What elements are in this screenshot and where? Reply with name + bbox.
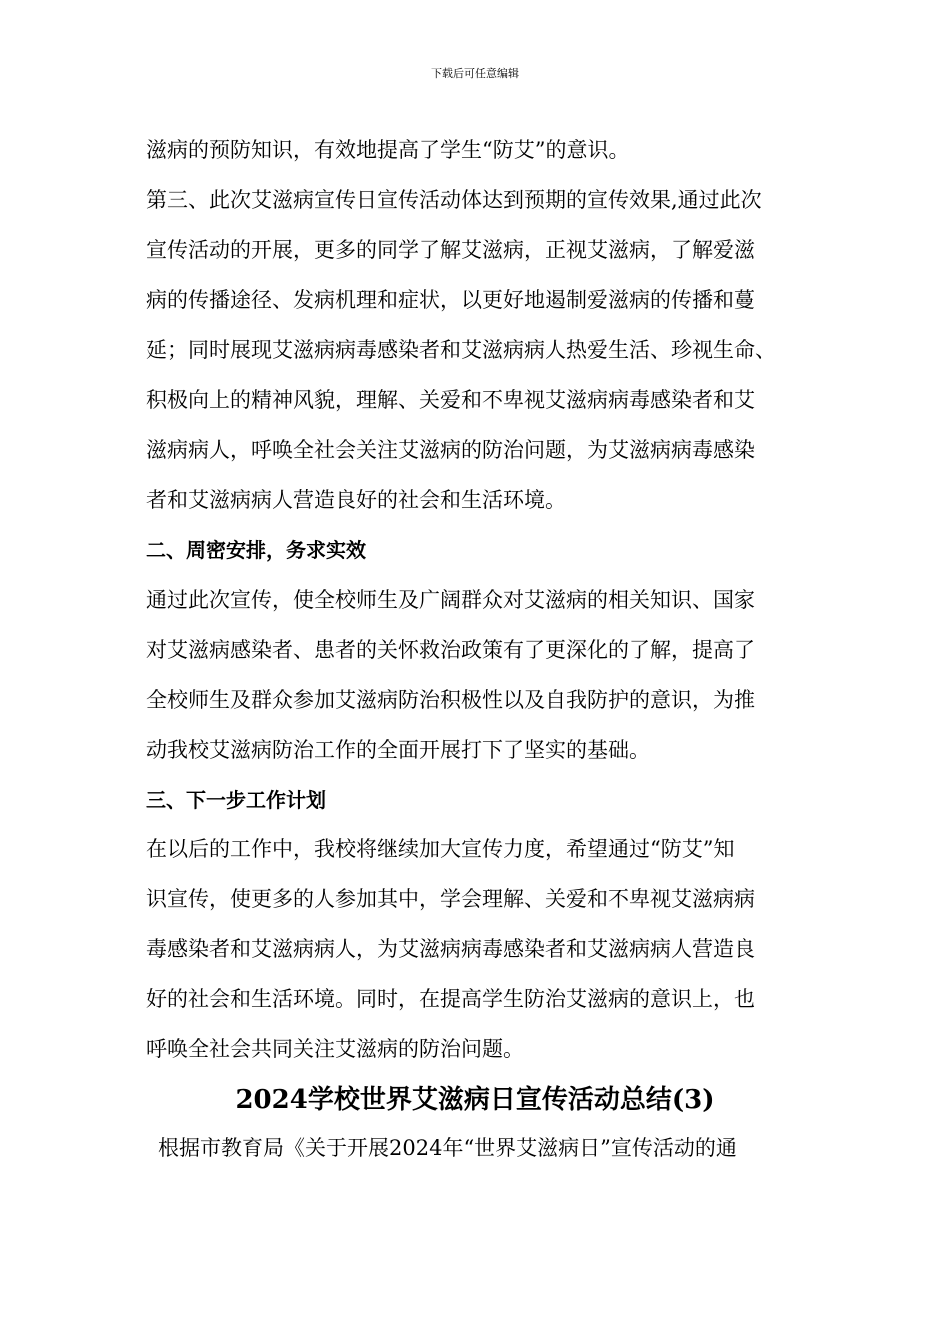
paragraph-line: 者和艾滋病病人营造良好的社会和生活环境。 bbox=[146, 488, 566, 512]
paragraph-line: 毒感染者和艾滋病病人，为艾滋病病毒感染者和艾滋病病人营造良 bbox=[146, 937, 755, 961]
paragraph-line: 动我校艾滋病防治工作的全面开展打下了坚实的基础。 bbox=[146, 738, 650, 762]
paragraph-line: 呼唤全社会共同关注艾滋病的防治问题。 bbox=[146, 1037, 524, 1061]
paragraph-line: 根据市教育局《关于开展2024年“世界艾滋病日”宣传活动的通 bbox=[158, 1136, 737, 1160]
paragraph-line: 在以后的工作中，我校将继续加大宣传力度，希望通过“防艾”知 bbox=[146, 837, 735, 861]
section-heading-3: 三、下一步工作计划 bbox=[146, 788, 326, 812]
section-heading-2: 二、周密安排，务求实效 bbox=[146, 538, 366, 562]
paragraph-line: 对艾滋病感染者、患者的关怀救治政策有了更深化的了解，提高了 bbox=[146, 638, 755, 662]
paragraph-line: 第三、此次艾滋病宣传日宣传活动体达到预期的宣传效果,通过此次 bbox=[146, 188, 762, 212]
paragraph-line: 延；同时展现艾滋病病毒感染者和艾滋病病人热爱生活、珍视生命、 bbox=[146, 338, 776, 362]
page-header: 下载后可任意编辑 bbox=[431, 67, 519, 80]
paragraph-line: 宣传活动的开展，更多的同学了解艾滋病，正视艾滋病，了解爱滋 bbox=[146, 238, 755, 262]
paragraph-line: 积极向上的精神风貌，理解、关爱和不卑视艾滋病病毒感染者和艾 bbox=[146, 388, 755, 412]
paragraph-line: 滋病病人，呼唤全社会关注艾滋病的防治问题，为艾滋病病毒感染 bbox=[146, 438, 755, 462]
paragraph-line: 滋病的预防知识，有效地提高了学生“防艾”的意识。 bbox=[146, 138, 630, 162]
paragraph-line: 全校师生及群众参加艾滋病防治积极性以及自我防护的意识，为推 bbox=[146, 688, 755, 712]
paragraph-line: 好的社会和生活环境。同时，在提高学生防治艾滋病的意识上，也 bbox=[146, 987, 755, 1011]
paragraph-line: 通过此次宣传，使全校师生及广阔群众对艾滋病的相关知识、国家 bbox=[146, 588, 755, 612]
paragraph-line: 病的传播途径、发病机理和症状，以更好地遏制爱滋病的传播和蔓 bbox=[146, 288, 755, 312]
document-title: 2024学校世界艾滋病日宣传活动总结(3) bbox=[235, 1085, 715, 1115]
paragraph-line: 识宣传，使更多的人参加其中，学会理解、关爱和不卑视艾滋病病 bbox=[146, 887, 755, 911]
